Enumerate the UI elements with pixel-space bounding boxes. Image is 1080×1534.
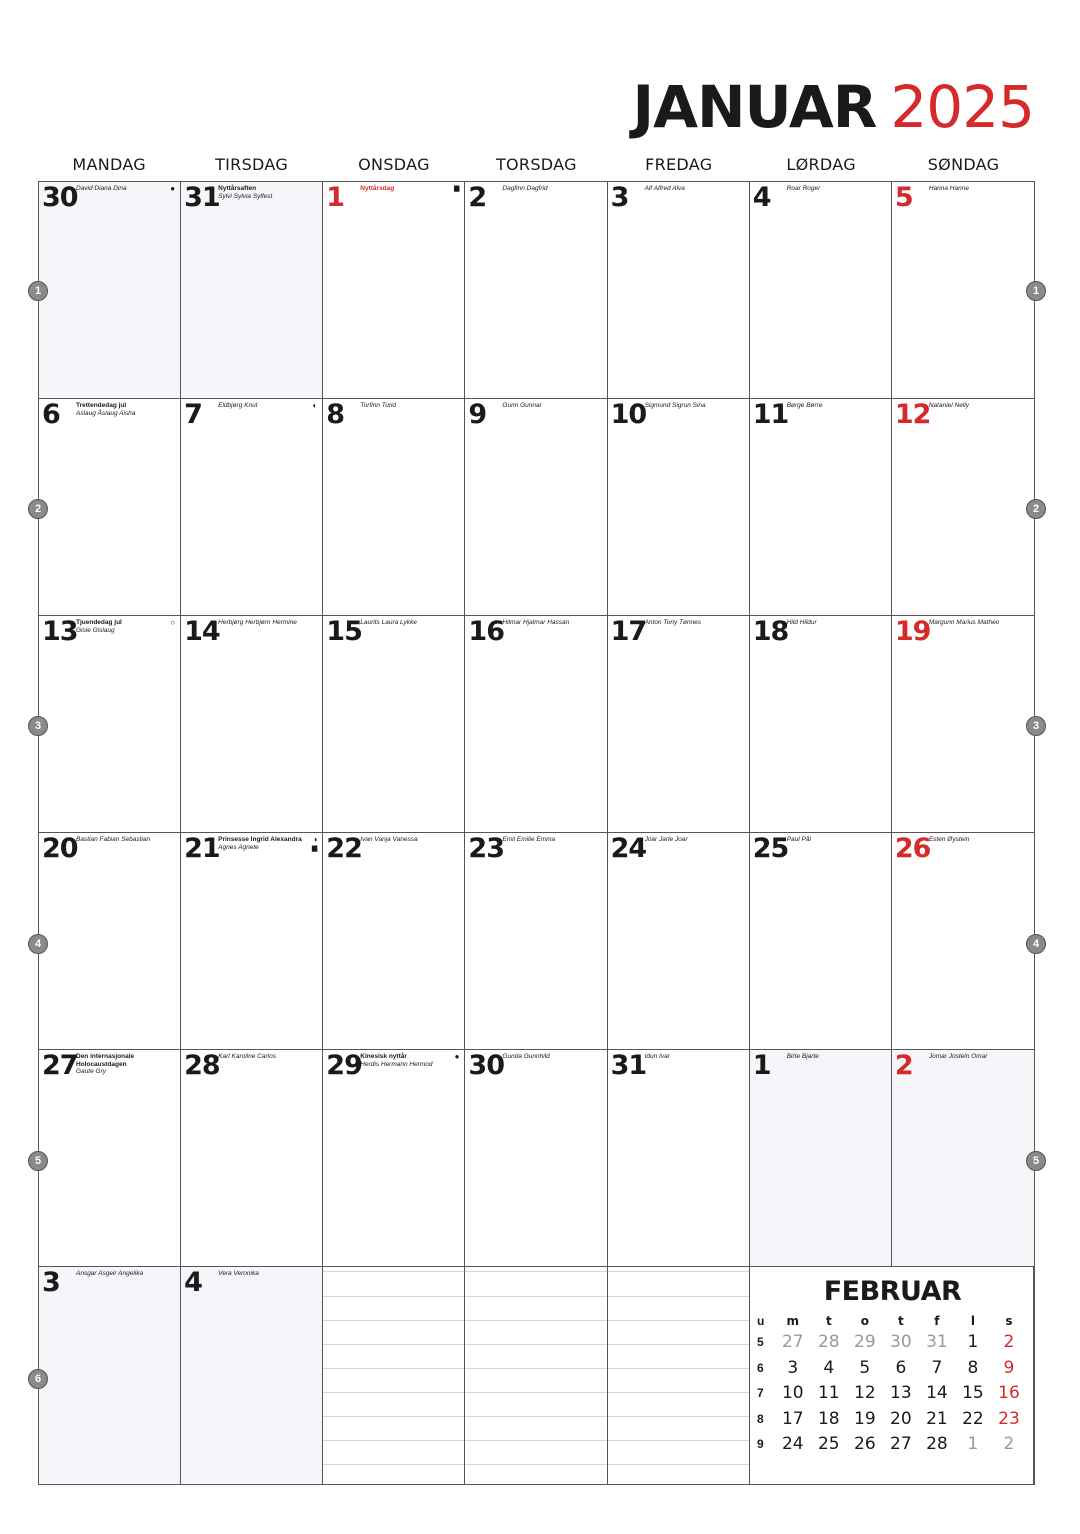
mini-day[interactable]: 13 (890, 1383, 912, 1403)
holiday-label: Trettendedag jul (76, 402, 127, 409)
mini-day[interactable]: 20 (890, 1408, 912, 1429)
weekday-label: TIRSDAG (215, 155, 289, 174)
name-days: Idun Ivar (644, 1053, 670, 1060)
notes-cell (323, 1267, 465, 1484)
day-number: 23 (468, 833, 504, 864)
weekday-label: FREDAG (645, 155, 713, 174)
name-days: Dagfinn Dagfrid (502, 185, 548, 192)
mini-day[interactable]: 22 (962, 1408, 984, 1429)
day-cell[interactable] (750, 833, 892, 1050)
day-number: 22 (326, 833, 362, 864)
name-days: Sylvi Sylvia Sylfest (218, 192, 273, 200)
name-days: Ivan Vanja Vanessa (360, 836, 418, 843)
day-cell[interactable] (892, 833, 1034, 1050)
week-number-ring: 5 (28, 1151, 48, 1171)
day-cell[interactable] (465, 616, 607, 833)
week-number-ring: 1 (1026, 281, 1046, 301)
day-info (645, 185, 735, 193)
day-info (929, 1053, 1020, 1061)
mini-day[interactable]: 28 (817, 1332, 840, 1352)
day-cell[interactable] (181, 1050, 323, 1267)
day-cell[interactable] (39, 399, 181, 616)
day-number: 3 (42, 1267, 60, 1298)
mini-week-row (757, 1332, 1027, 1352)
name-days: Margunn Marius Matheo (928, 619, 1000, 626)
name-days: Emil Emilie Emma (502, 836, 556, 843)
day-cell[interactable] (181, 833, 323, 1050)
name-days: Bastian Fabian Sebastian (76, 836, 151, 843)
name-days: Gisle Gislaug (76, 626, 115, 634)
mini-day[interactable]: 12 (854, 1383, 876, 1403)
week-number-ring: 3 (1026, 716, 1046, 736)
mini-day[interactable]: 27 (781, 1332, 804, 1352)
day-number: 8 (326, 399, 345, 430)
day-number: 4 (752, 182, 771, 213)
mini-weekday-label: f (934, 1314, 940, 1328)
day-cell[interactable] (323, 616, 465, 833)
day-number: 19 (894, 616, 931, 647)
day-number: 27 (42, 1050, 78, 1081)
day-number: 9 (468, 399, 487, 430)
mini-week-number: 7 (757, 1386, 764, 1400)
mini-day[interactable]: 26 (854, 1434, 876, 1454)
name-days: Gunda Gunnhild (502, 1053, 550, 1060)
moon-phase-icon: ◑ (312, 835, 318, 844)
holiday-label: Tjuendedag jul (76, 619, 122, 626)
day-cell[interactable] (181, 616, 323, 833)
mini-day[interactable]: 5 (859, 1357, 871, 1378)
mini-week-row (757, 1358, 1027, 1378)
day-info (218, 836, 308, 851)
name-days: Børge Børre (786, 402, 823, 409)
day-cell[interactable] (323, 833, 465, 1050)
day-cell[interactable] (608, 616, 750, 833)
name-days: Alf Alfred Alva (644, 185, 685, 192)
day-cell[interactable] (465, 399, 607, 616)
week-number-ring: 3 (28, 716, 48, 736)
year-title: 2025 (890, 73, 1034, 141)
day-number: 1 (752, 1050, 771, 1081)
name-days: Ansgar Asgeir Angelika (76, 1270, 144, 1277)
day-number: 14 (184, 616, 220, 647)
day-cell[interactable] (39, 616, 181, 833)
mini-day[interactable]: 1 (967, 1332, 979, 1352)
mini-day[interactable]: 16 (998, 1383, 1020, 1403)
day-info (645, 619, 735, 627)
name-days: Aslaug Åslaug Aisha (76, 409, 136, 417)
mini-week-row (757, 1434, 1027, 1454)
name-days: Anton Tony Tønnes (644, 619, 702, 626)
day-number: 1 (326, 182, 345, 213)
day-cell[interactable] (323, 399, 465, 616)
day-info (645, 1053, 735, 1061)
day-cell[interactable] (608, 833, 750, 1050)
day-cell[interactable] (892, 616, 1034, 833)
name-days: Jomar Jostein Omar (928, 1053, 988, 1060)
mini-week-number: 9 (757, 1437, 764, 1451)
day-cell[interactable] (608, 1050, 750, 1267)
mini-weekday-label: m (786, 1314, 800, 1328)
holiday-label: Kinesisk nyttår (360, 1053, 407, 1060)
day-info (76, 1270, 166, 1278)
mini-day[interactable]: 6 (895, 1357, 907, 1378)
name-days: Nataniel Nelly (928, 402, 969, 409)
weekday-label: SØNDAG (927, 155, 1000, 174)
week-number-ring: 2 (1026, 499, 1046, 519)
mini-day[interactable]: 10 (781, 1383, 804, 1403)
name-days: Paul Pål (786, 836, 811, 843)
day-info (929, 836, 1020, 844)
mini-weekday-label: t (898, 1314, 904, 1328)
day-cell[interactable] (181, 1267, 323, 1484)
page-title (632, 73, 1034, 141)
mini-weekday-label: o (860, 1314, 869, 1328)
name-days: Gaute Gry (76, 1068, 106, 1075)
moon-phase-icon: ◐ (312, 401, 318, 410)
day-info (929, 402, 1020, 410)
mini-day[interactable]: 2 (1003, 1434, 1015, 1454)
day-info (76, 1053, 166, 1076)
day-number: 29 (326, 1050, 362, 1081)
day-info (360, 836, 450, 844)
day-number: 2 (468, 182, 487, 213)
holiday-label: Prinsesse Ingrid Alexandra (218, 836, 302, 843)
name-days: Agnes Agnete (218, 843, 259, 851)
name-days: Hilmar Hjalmar Hassan (502, 619, 570, 626)
day-number: 26 (894, 833, 931, 864)
moon-phase-icon: ● (454, 1052, 460, 1061)
day-number: 6 (42, 399, 60, 430)
mini-calendar-februar (751, 1270, 1034, 1484)
day-info (360, 619, 450, 627)
day-number: 31 (610, 1050, 647, 1081)
day-cell[interactable] (39, 1267, 181, 1484)
day-number: 7 (184, 399, 202, 430)
mini-day[interactable]: 4 (823, 1357, 835, 1378)
day-info (787, 836, 877, 844)
name-days: Roar Roger (786, 185, 821, 192)
name-days: Torfinn Turid (360, 402, 397, 409)
week-number-ring: 2 (28, 499, 48, 519)
day-info (218, 185, 308, 200)
day-number: 25 (752, 833, 789, 864)
day-cell[interactable] (465, 182, 607, 399)
mini-day[interactable]: 28 (926, 1434, 948, 1454)
mini-week-number: 5 (757, 1335, 764, 1349)
weekday-label: LØRDAG (786, 155, 856, 174)
day-number: 12 (894, 399, 931, 430)
day-info (929, 185, 1020, 193)
day-cell[interactable] (465, 1050, 607, 1267)
holiday-label: Nyttårsdag (360, 185, 395, 192)
day-info (645, 402, 735, 410)
mini-day[interactable]: 30 (890, 1332, 912, 1352)
mini-day[interactable]: 2 (1003, 1332, 1015, 1352)
day-number: 20 (42, 833, 78, 864)
day-info (502, 185, 592, 193)
day-info (218, 619, 308, 627)
mini-week-row (757, 1383, 1027, 1403)
mini-day[interactable]: 8 (967, 1357, 979, 1378)
name-days: Gunn Gunnar (502, 402, 542, 409)
name-days: Herbjørg Herbjørn Hermine (218, 619, 297, 626)
day-number: 17 (610, 616, 647, 647)
mini-day[interactable]: 9 (1003, 1357, 1015, 1378)
mini-calendar-title: FEBRUAR (823, 1276, 962, 1307)
day-info (502, 836, 592, 844)
day-info (645, 836, 735, 844)
mini-week-number: 8 (757, 1411, 764, 1426)
mini-day[interactable]: 19 (854, 1408, 876, 1429)
name-days: Herdis Hermann Hermod (360, 1060, 433, 1068)
day-cell[interactable] (750, 182, 892, 399)
name-days: Joar Jarle Joar (644, 836, 688, 843)
holiday-label: Den internasjonale Holocaustdagen (76, 1053, 135, 1068)
day-number: 13 (42, 616, 78, 647)
name-days: Birte Bjarte (786, 1053, 819, 1060)
mini-day[interactable]: 1 (967, 1434, 979, 1454)
mini-day[interactable]: 15 (962, 1383, 984, 1403)
name-days: Hanna Hanne (928, 185, 969, 192)
weekday-header (38, 155, 1035, 179)
day-number: 10 (610, 399, 647, 430)
day-number: 5 (894, 182, 913, 213)
name-days: Vera Veronika (218, 1270, 259, 1277)
notes-cell (608, 1267, 750, 1484)
day-cell[interactable] (892, 1050, 1034, 1267)
day-number: 31 (184, 182, 220, 213)
mini-calendar-header (757, 1314, 1027, 1328)
day-cell[interactable] (608, 399, 750, 616)
weekday-label: MANDAG (72, 155, 146, 174)
day-number: 3 (610, 182, 629, 213)
day-info (502, 619, 592, 627)
day-info (787, 402, 877, 410)
flag-day-icon: ▆ (454, 185, 460, 192)
day-cell[interactable] (323, 1050, 465, 1267)
day-number: 11 (752, 399, 789, 430)
day-info (218, 1053, 308, 1061)
mini-day[interactable]: 31 (926, 1332, 948, 1352)
day-info (360, 185, 450, 193)
name-days: Karl Karoline Carlos (218, 1053, 276, 1060)
month-title: JANUAR (632, 73, 877, 141)
day-info (502, 402, 592, 410)
mini-day[interactable]: 23 (998, 1408, 1020, 1429)
weekday-label: ONSDAG (358, 155, 430, 174)
day-number: 16 (468, 616, 504, 647)
mini-day[interactable]: 11 (817, 1383, 840, 1403)
day-info (787, 619, 877, 627)
name-days: David Diana Dina (76, 185, 127, 192)
mini-weekday-label: s (1005, 1314, 1013, 1328)
day-info (218, 402, 308, 410)
day-cell[interactable] (750, 616, 892, 833)
day-number: 30 (42, 182, 78, 213)
mini-day[interactable]: 29 (854, 1332, 876, 1352)
day-info (502, 1053, 592, 1061)
week-number-ring: 1 (28, 281, 48, 301)
mini-day[interactable]: 18 (817, 1408, 840, 1429)
notes-cell (465, 1267, 607, 1484)
day-info (76, 836, 166, 844)
name-days: Hild Hildur (786, 619, 817, 626)
day-cell[interactable] (39, 182, 181, 399)
mini-weekday-label: l (970, 1314, 975, 1328)
day-cell[interactable] (39, 1050, 181, 1267)
mini-day[interactable]: 27 (890, 1434, 912, 1454)
holiday-label: Nyttårsaften (218, 185, 257, 192)
day-cell[interactable] (608, 182, 750, 399)
mini-day[interactable]: 21 (926, 1408, 948, 1429)
week-number-ring: 4 (28, 934, 48, 954)
day-info (76, 402, 166, 417)
weekday-label: TORSDAG (495, 155, 577, 174)
name-days: Laurits Laura Lykke (360, 619, 417, 626)
mini-week-number: 6 (757, 1360, 764, 1375)
day-number: 4 (184, 1267, 202, 1298)
day-number: 21 (184, 833, 220, 864)
mini-day[interactable]: 14 (926, 1383, 948, 1403)
mini-day[interactable]: 25 (817, 1434, 840, 1454)
day-info (787, 185, 877, 193)
day-number: 2 (894, 1050, 913, 1081)
day-cell[interactable] (39, 833, 181, 1050)
week-number-ring: 4 (1026, 934, 1046, 954)
day-cell[interactable] (892, 182, 1034, 399)
day-cell[interactable] (465, 833, 607, 1050)
week-number-ring: 5 (1026, 1151, 1046, 1171)
day-info (218, 1270, 308, 1278)
mini-day[interactable]: 17 (781, 1408, 804, 1429)
mini-weekday-label: t (825, 1314, 832, 1328)
name-days: Eldbjørg Knut (218, 402, 258, 409)
week-number-ring: 6 (28, 1369, 48, 1389)
day-cell[interactable] (750, 1050, 892, 1267)
day-info (787, 1053, 877, 1061)
flag-day-icon: ▆ (311, 845, 318, 852)
day-number: 28 (184, 1050, 220, 1081)
mini-weekday-label: u (757, 1314, 765, 1328)
day-number: 18 (752, 616, 789, 647)
mini-day[interactable]: 3 (787, 1357, 799, 1378)
mini-day[interactable]: 24 (781, 1434, 804, 1454)
day-info (76, 185, 166, 193)
day-info (360, 402, 450, 410)
day-info (929, 619, 1020, 627)
mini-week-row (757, 1409, 1027, 1429)
moon-phase-icon: ○ (170, 618, 176, 627)
moon-phase-icon: ● (170, 184, 176, 193)
day-cell[interactable] (181, 399, 323, 616)
day-cell[interactable] (750, 399, 892, 616)
day-cell[interactable] (323, 182, 465, 399)
day-cell[interactable] (892, 399, 1034, 616)
day-number: 24 (610, 833, 647, 864)
name-days: Esten Øystein (928, 836, 970, 843)
day-cell[interactable] (181, 182, 323, 399)
day-number: 30 (468, 1050, 504, 1081)
day-info (76, 619, 166, 634)
name-days: Sigmund Sigrun Sina (644, 402, 706, 409)
mini-day[interactable]: 7 (931, 1357, 943, 1378)
day-info (360, 1053, 450, 1068)
day-number: 15 (326, 616, 362, 647)
